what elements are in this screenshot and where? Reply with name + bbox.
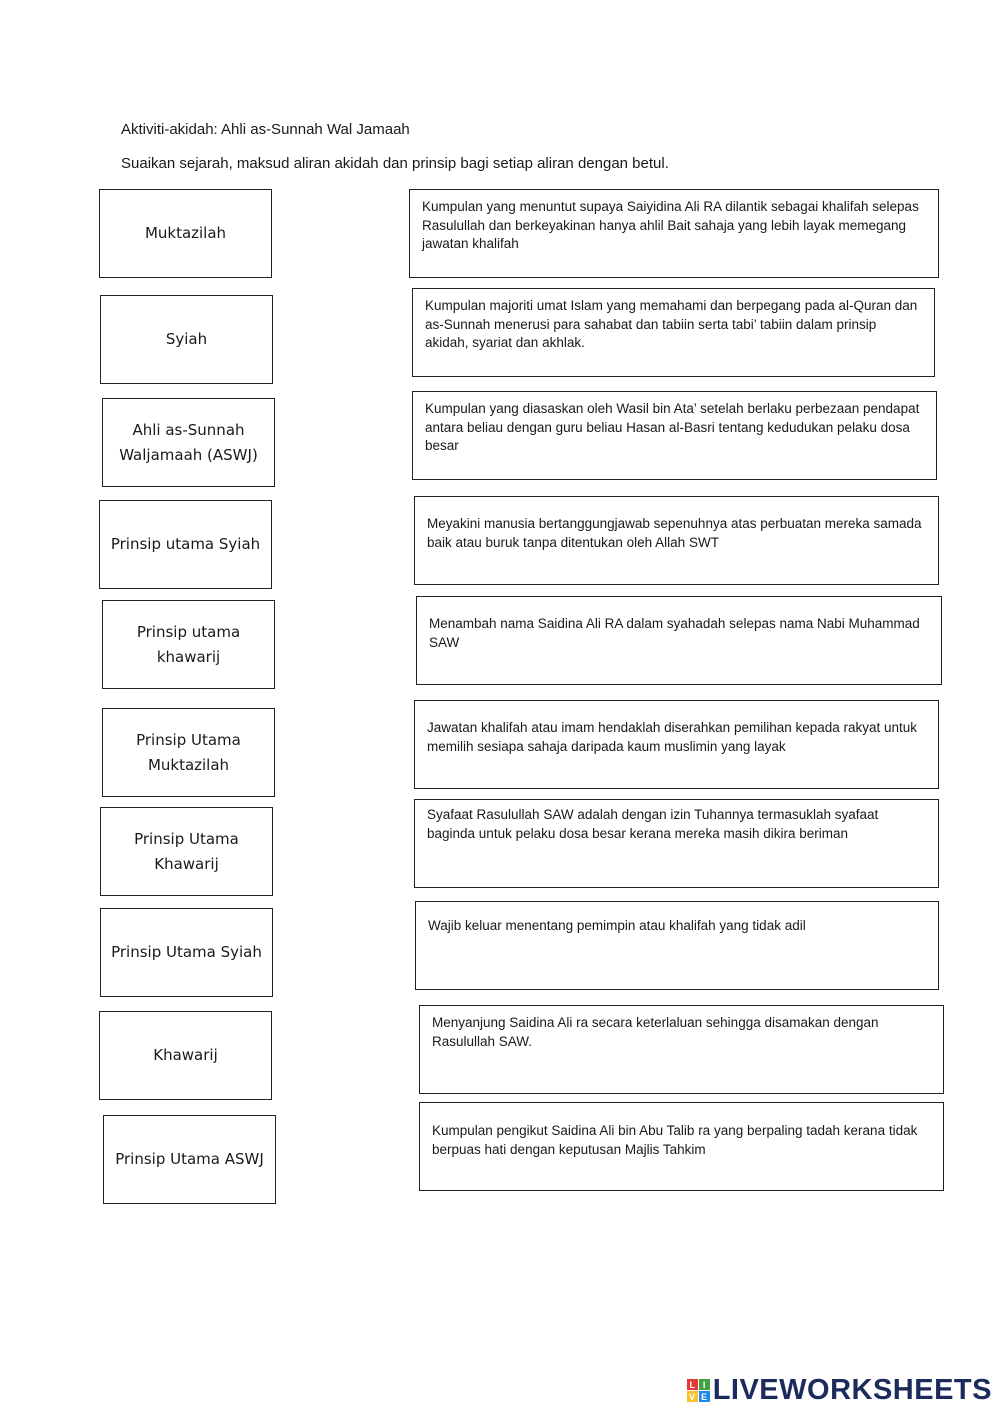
- right-box-1[interactable]: Kumpulan yang menuntut supaya Saiyidina Ali RA dilantik sebagai khalifah selepas Rasulullah dan berkeyakinan hanya ahlil Bait sahaja yang lebih layak memegang jawatan khalifah: [409, 189, 939, 278]
- worksheet-instruction: Suaikan sejarah, maksud aliran akidah dan prinsip bagi setiap aliran dengan betul.: [121, 155, 669, 172]
- worksheet-title: Aktiviti-akidah: Ahli as-Sunnah Wal Jamaah: [121, 121, 410, 138]
- left-box-prinsip-utama-khawarij-2[interactable]: Prinsip Utama Khawarij: [100, 807, 273, 896]
- right-box-7[interactable]: Syafaat Rasulullah SAW adalah dengan izin Tuhannya termasuklah syafaat baginda untuk pelaku dosa besar kerana mereka masih dikira beriman: [414, 799, 939, 888]
- right-box-4[interactable]: Meyakini manusia bertanggungjawab sepenuhnya atas perbuatan mereka samada baik atau buruk tanpa ditentukan oleh Allah SWT: [414, 496, 939, 585]
- left-box-prinsip-utama-khawarij-1[interactable]: Prinsip utama khawarij: [102, 600, 275, 689]
- right-box-2[interactable]: Kumpulan majoriti umat Islam yang memahami dan berpegang pada al-Quran dan as-Sunnah menerusi para sahabat dan tabiin serta tabi’ tabiin dalam prinsip akidah, syariat dan akhlak.: [412, 288, 935, 377]
- right-box-6[interactable]: Jawatan khalifah atau imam hendaklah diserahkan pemilihan kepada rakyat untuk memilih sesiapa sahaja daripada kaum muslimin yang layak: [414, 700, 939, 789]
- left-box-muktazilah[interactable]: Muktazilah: [99, 189, 272, 278]
- left-box-prinsip-utama-syiah-2[interactable]: Prinsip Utama Syiah: [100, 908, 273, 997]
- left-box-aswj[interactable]: Ahli as-Sunnah Waljamaah (ASWJ): [102, 398, 275, 487]
- logo-badge-icon: [687, 1379, 710, 1402]
- left-box-prinsip-utama-aswj[interactable]: Prinsip Utama ASWJ: [103, 1115, 276, 1204]
- left-box-prinsip-utama-syiah-1[interactable]: Prinsip utama Syiah: [99, 500, 272, 589]
- right-box-5[interactable]: Menambah nama Saidina Ali RA dalam syahadah selepas nama Nabi Muhammad SAW: [416, 596, 942, 685]
- logo-text: LIVEWORKSHEETS: [712, 1374, 992, 1406]
- right-box-3[interactable]: Kumpulan yang diasaskan oleh Wasil bin Ata’ setelah berlaku perbezaan pendapat antara beliau dengan guru beliau Hasan al-Basri tentang kedudukan pelaku dosa besar: [412, 391, 937, 480]
- logo-badge-letter: V: [687, 1391, 698, 1402]
- logo-badge-letter: L: [687, 1379, 698, 1390]
- logo-badge-letter: I: [699, 1379, 710, 1390]
- left-box-prinsip-utama-muktazilah[interactable]: Prinsip Utama Muktazilah: [102, 708, 275, 797]
- right-box-8[interactable]: Wajib keluar menentang pemimpin atau khalifah yang tidak adil: [415, 901, 939, 990]
- right-box-10[interactable]: Kumpulan pengikut Saidina Ali bin Abu Talib ra yang berpaling tadah kerana tidak berpuas hati dengan keputusan Majlis Tahkim: [419, 1102, 944, 1191]
- left-box-khawarij[interactable]: Khawarij: [99, 1011, 272, 1100]
- left-box-syiah[interactable]: Syiah: [100, 295, 273, 384]
- right-box-9[interactable]: Menyanjung Saidina Ali ra secara keterlaluan sehingga disamakan dengan Rasulullah SAW.: [419, 1005, 944, 1094]
- liveworksheets-logo: [687, 1374, 992, 1407]
- logo-badge-letter: E: [699, 1391, 710, 1402]
